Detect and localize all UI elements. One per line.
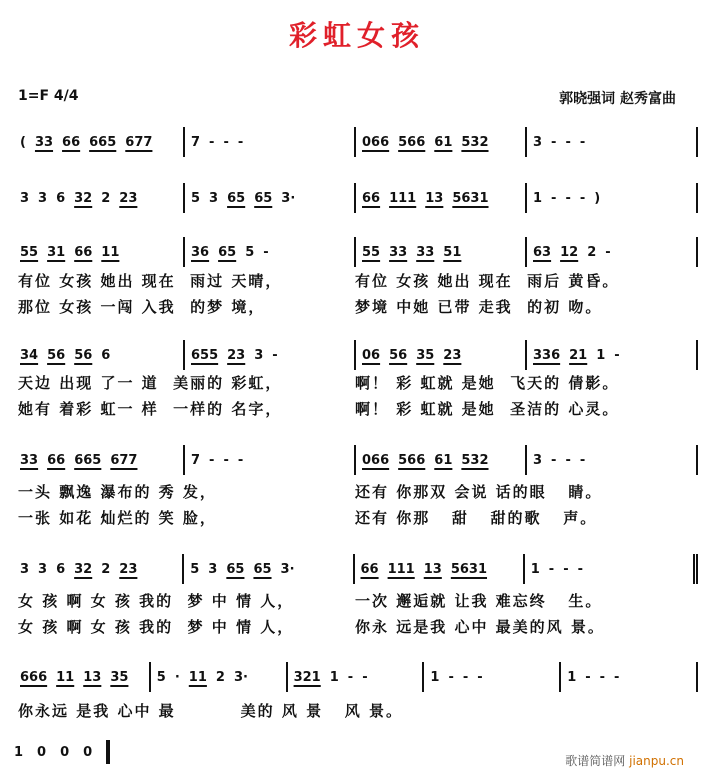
note: - (362, 669, 368, 685)
measure (14, 445, 185, 475)
note: - (614, 347, 620, 363)
note: 23 (443, 347, 462, 363)
measure (424, 662, 561, 692)
note: 3 (38, 561, 48, 577)
note: 1 (329, 669, 339, 685)
note: - (599, 669, 606, 685)
note: 56 (74, 347, 93, 363)
note: 33 (389, 244, 408, 260)
note: 32 (74, 561, 93, 577)
note: 7 (191, 452, 201, 468)
note: 3 (254, 347, 264, 363)
lyric-line: 一张 如花 灿烂的 笑 脸， (18, 509, 217, 527)
watermark (565, 752, 684, 769)
measure (14, 127, 185, 157)
lyric-line: 啊！ 彩 虹就 是她 飞天的 倩影。 (355, 374, 620, 392)
note: 65 (218, 244, 237, 260)
measure (525, 554, 698, 584)
note: 066 (362, 452, 390, 468)
note: 6 (56, 190, 66, 206)
note: 1 (14, 744, 24, 760)
note: - (579, 452, 586, 468)
note: · (174, 669, 180, 685)
note: 56 (389, 347, 408, 363)
lyric-line: 那位 女孩 一闯 入我 的梦 境， (18, 298, 266, 316)
note: 61 (434, 134, 453, 150)
note: 0 (60, 744, 70, 760)
note: 35 (110, 669, 129, 685)
note: - (209, 452, 215, 468)
note: 5 (245, 244, 255, 260)
note: 5631 (452, 190, 489, 206)
note: 66 (62, 134, 81, 150)
watermark-site: 歌谱简谱网 (565, 754, 626, 768)
note: 2 (215, 669, 225, 685)
note: 566 (398, 134, 426, 150)
note: 111 (387, 561, 415, 577)
note: 11 (188, 669, 207, 685)
measure (185, 340, 356, 370)
staff-row (14, 445, 698, 475)
lyric-line: 天边 出现 了一 道 美丽的 彩虹， (18, 374, 283, 392)
note: 5 (156, 669, 166, 685)
staff-row (14, 183, 698, 213)
credits: 郭晓强词 赵秀富曲 (559, 91, 676, 107)
measure (356, 237, 527, 267)
lyric-line: 女 孩 啊 女 孩 我的 梦 中 情 人， (18, 618, 295, 636)
lyric-line: 你永远 是我 心中 最 美的 风 景 风 景。 (18, 702, 404, 720)
note: - (551, 190, 557, 206)
note: - (223, 134, 229, 150)
note: 32 (74, 190, 93, 206)
note: - (577, 561, 584, 577)
lyric-line: 还有 你那 甜 甜的歌 声。 (355, 509, 598, 527)
note: - (223, 452, 229, 468)
key-signature: 1=F 4/4 (18, 88, 79, 104)
measure (527, 183, 698, 213)
measure (527, 340, 698, 370)
measure (561, 662, 698, 692)
note: 5 (190, 561, 200, 577)
note: 1 (596, 347, 606, 363)
note: - (237, 452, 244, 468)
note: 3· (233, 669, 248, 685)
note: - (563, 561, 569, 577)
song-title: 彩虹女孩 (288, 19, 425, 52)
note: 677 (125, 134, 153, 150)
measure (527, 237, 698, 267)
measure (355, 554, 525, 584)
note: 5 (191, 190, 201, 206)
note: 56 (47, 347, 66, 363)
watermark-domain: jianpu.cn (629, 754, 684, 768)
note: 33 (34, 134, 54, 150)
note: - (548, 561, 555, 577)
note: - (347, 669, 354, 685)
measure (356, 340, 527, 370)
note: 566 (398, 452, 426, 468)
measure (184, 554, 354, 584)
note: 65 (254, 190, 273, 206)
note: 1 (430, 669, 440, 685)
note: - (462, 669, 469, 685)
measure (527, 127, 698, 157)
note: 3· (281, 190, 296, 206)
note: - (448, 669, 454, 685)
note: 13 (425, 190, 444, 206)
note: 532 (461, 134, 489, 150)
note: 23 (119, 190, 138, 206)
note: 2 (587, 244, 597, 260)
note: 665 (89, 134, 117, 150)
note: - (579, 190, 586, 206)
note: 3 (20, 561, 30, 577)
note: 6 (101, 347, 111, 363)
note: - (263, 244, 269, 260)
measure (14, 183, 185, 213)
note: 0 (83, 744, 93, 760)
note: 7 (191, 134, 201, 150)
note: 61 (434, 452, 453, 468)
staff-row (14, 554, 698, 584)
note: - (209, 134, 215, 150)
lyric-line: 啊！ 彩 虹就 是她 圣洁的 心灵。 (355, 400, 620, 418)
note: 55 (20, 244, 39, 260)
lyric-line: 还有 你那双 会说 话的眼 睛。 (355, 483, 603, 501)
measure (356, 183, 527, 213)
note: - (565, 190, 571, 206)
lyric-line: 女 孩 啊 女 孩 我的 梦 中 情 人， (18, 592, 295, 610)
note: ) (594, 190, 601, 206)
note: 33 (20, 452, 39, 468)
lyric-line: 一头 飘逸 瀑布的 秀 发， (18, 483, 217, 501)
note: - (237, 134, 244, 150)
note: 36 (191, 244, 210, 260)
measure (151, 662, 288, 692)
note: 12 (560, 244, 579, 260)
measure (185, 127, 356, 157)
note: 3 (20, 190, 30, 206)
note: 66 (362, 190, 381, 206)
lyric-line: 梦境 中她 已带 走我 的初 吻。 (355, 298, 603, 316)
note: - (579, 134, 586, 150)
measure (14, 554, 184, 584)
note: 321 (293, 669, 321, 685)
note: - (565, 452, 571, 468)
note: 677 (110, 452, 138, 468)
note: 13 (83, 669, 102, 685)
note: 65 (253, 561, 272, 577)
staff-row (14, 662, 698, 692)
note: 11 (56, 669, 75, 685)
note: 66 (47, 452, 66, 468)
note: 3· (280, 561, 295, 577)
note: 55 (362, 244, 381, 260)
ending-staff (14, 740, 110, 764)
note: 31 (47, 244, 66, 260)
note: 3 (209, 190, 219, 206)
measure (527, 445, 698, 475)
note: - (605, 244, 611, 260)
measure (185, 237, 356, 267)
note: - (272, 347, 278, 363)
note: 2 (101, 190, 111, 206)
note: - (614, 669, 620, 685)
note: 336 (533, 347, 561, 363)
note: 2 (101, 561, 111, 577)
note: 13 (423, 561, 442, 577)
note: 3 (533, 134, 543, 150)
note: 532 (461, 452, 489, 468)
note: 3 (38, 190, 48, 206)
staff-row (14, 237, 698, 267)
note: 51 (443, 244, 462, 260)
measure (14, 237, 185, 267)
note: - (565, 134, 571, 150)
note: 1 (530, 561, 540, 577)
note: 34 (20, 347, 39, 363)
note: 0 (37, 744, 47, 760)
note: - (477, 669, 483, 685)
measure (185, 183, 356, 213)
note: 3 (208, 561, 218, 577)
note: 23 (119, 561, 138, 577)
lyric-line: 她有 着彩 虹一 样 一样的 名字， (18, 400, 283, 418)
final-barline (106, 740, 110, 764)
lyric-line: 一次 邂逅就 让我 难忘终 生。 (355, 592, 603, 610)
note: 111 (389, 190, 417, 206)
staff-row (14, 127, 698, 157)
measure (14, 662, 151, 692)
note: 066 (362, 134, 390, 150)
note: 665 (74, 452, 102, 468)
note: 23 (227, 347, 246, 363)
note: 66 (360, 561, 379, 577)
measure (356, 127, 527, 157)
note: 3 (533, 452, 543, 468)
measure (14, 340, 185, 370)
measure (288, 662, 425, 692)
lyric-line: 你永 远是我 心中 最美的风 景。 (355, 618, 605, 636)
note: 65 (226, 561, 245, 577)
note: 35 (416, 347, 435, 363)
note: 5631 (450, 561, 488, 577)
note: 65 (227, 190, 246, 206)
measure (356, 445, 527, 475)
note: 655 (191, 347, 219, 363)
note: ( (20, 134, 26, 150)
note: 63 (533, 244, 552, 260)
note: 06 (362, 347, 381, 363)
note: 66 (74, 244, 93, 260)
note: 33 (416, 244, 435, 260)
note: - (585, 669, 591, 685)
lyric-line: 有位 女孩 她出 现在 雨过 天晴， (18, 272, 283, 290)
note: 1 (533, 190, 543, 206)
note: - (551, 134, 557, 150)
note: 666 (20, 669, 48, 685)
note: 6 (56, 561, 66, 577)
note: - (551, 452, 557, 468)
staff-row (14, 340, 698, 370)
note: 11 (101, 244, 120, 260)
measure (185, 445, 356, 475)
lyric-line: 有位 女孩 她出 现在 雨后 黄昏。 (355, 272, 620, 290)
note: 1 (567, 669, 577, 685)
note: 21 (569, 347, 588, 363)
